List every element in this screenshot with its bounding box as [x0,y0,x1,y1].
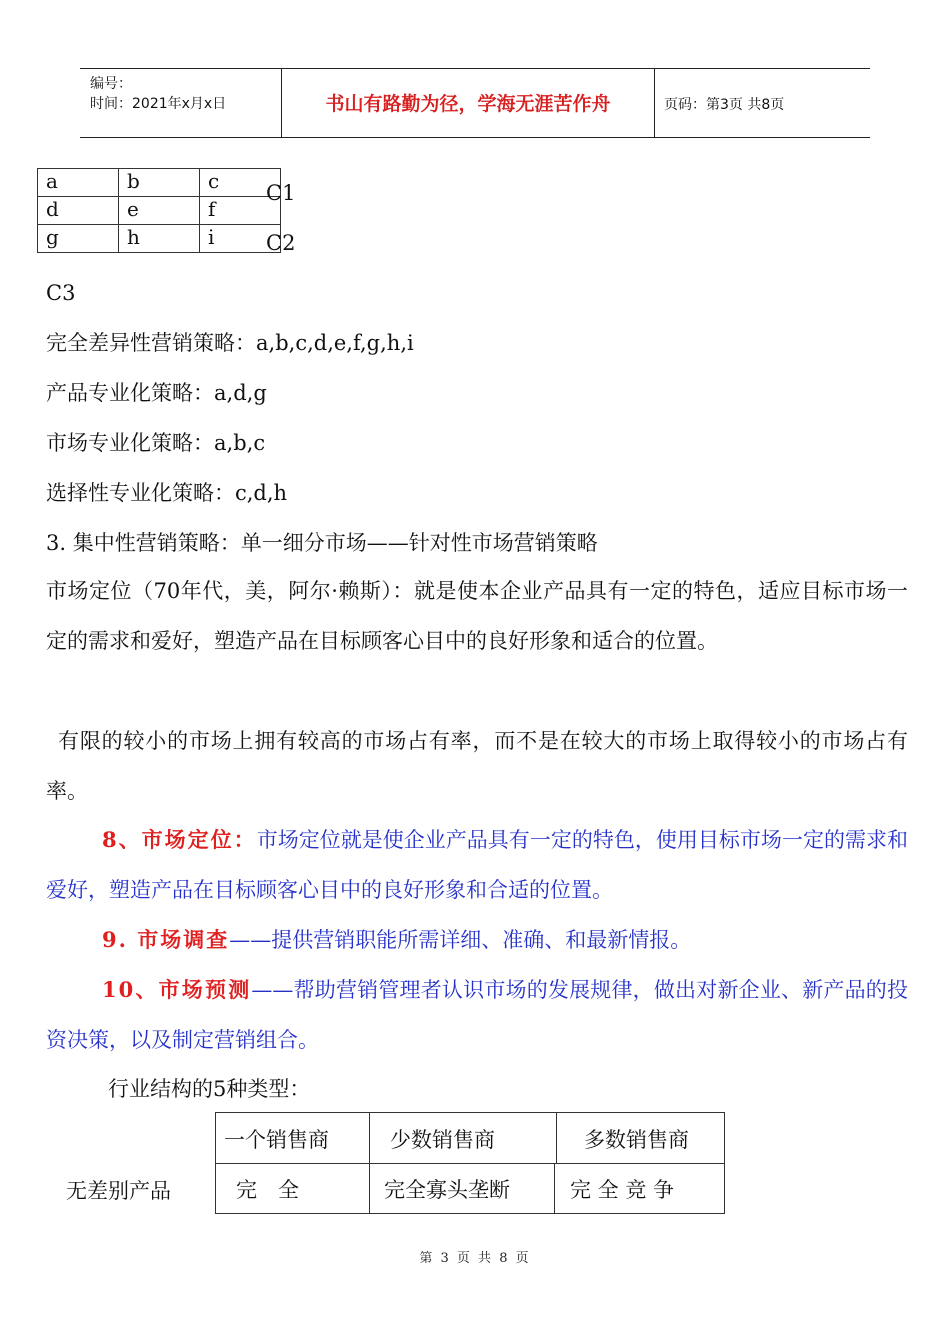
table-cell: i [200,225,281,253]
strategy-line: 完全差异性营销策略：a,b,c,d,e,f,g,h,i [46,331,414,355]
item-9-text: ——提供营销职能所需详细、准确、和最新情报。 [229,928,692,952]
header-motto: 书山有路勤为径，学海无涯苦作舟 [325,93,611,115]
column-header: 多数销售商 [584,1128,689,1152]
item-10-paragraph [46,965,908,1065]
table-divider [369,1113,370,1213]
item-8-text: 市场定位就是使企业产品具有一定的特色，使用目标市场一定的需求和爱好，塑造产品在目标顾客心目中的良好形象和合适的位置。 [46,828,908,902]
document-header [80,68,870,138]
table-row [38,197,281,225]
table-cell: e [119,197,200,225]
industry-title: 行业结构的5种类型： [108,1077,311,1101]
header-page-info: 页码：第3页 共8页 [664,97,785,113]
item-8-term: 8、市场定位： [102,827,257,852]
item-9-paragraph [46,915,908,965]
item-10-term: 10、市场预测 [102,977,252,1002]
table-divider [556,1113,557,1163]
header-divider [654,69,655,137]
table-row [38,169,281,197]
table-divider [554,1163,555,1213]
c2-label: C2 [266,231,296,255]
header-meta [90,74,226,114]
item-9-term: 9. 市场调查 [102,927,230,952]
segment-grid-table [37,168,281,253]
concentrated-strategy: 3. 集中性营销策略：单一细分市场——针对性市场营销策略 [46,531,598,555]
market-share-paragraph: 有限的较小的市场上拥有较高的市场占有率，而不是在较大的市场上取得较小的市场占有率。 [46,729,908,803]
industry-structure-table [215,1112,725,1214]
table-cell: h [119,225,200,253]
page-footer: 第 3 页 共 8 页 [419,1251,531,1266]
c1-label: C1 [266,181,296,205]
time-label: 时间：2021年x月x日 [90,96,227,112]
table-cell: 完全寡头垄断 [384,1178,510,1202]
table-cell: 完 全 [236,1178,299,1202]
number-label: 编号： [90,76,132,92]
item-10-text: ——帮助营销管理者认识市场的发展规律，做出对新企业、新产品的投资决策，以及制定营销组合。 [46,978,908,1052]
industry-row-label: 无差别产品 [66,1179,171,1203]
table-cell: 完 全 竞 争 [570,1178,675,1202]
table-cell: c [200,169,281,197]
positioning-paragraph: 市场定位（70年代，美，阿尔·赖斯）：就是使本企业产品具有一定的特色，适应目标市场一定的需求和爱好，塑造产品在目标顾客心目中的良好形象和适合的位置。 [46,579,908,653]
item-8-paragraph [46,815,908,915]
column-header: 少数销售商 [390,1128,495,1152]
table-cell: g [38,225,119,253]
strategy-line: 产品专业化策略：a,d,g [46,381,267,405]
table-row [38,225,281,253]
strategy-line: 选择性专业化策略：c,d,h [46,481,288,505]
c3-label: C3 [46,281,76,305]
column-header: 一个销售商 [224,1128,329,1152]
table-cell: d [38,197,119,225]
table-cell: b [119,169,200,197]
table-cell: a [38,169,119,197]
table-cell: f [200,197,281,225]
strategy-line: 市场专业化策略：a,b,c [46,431,266,455]
